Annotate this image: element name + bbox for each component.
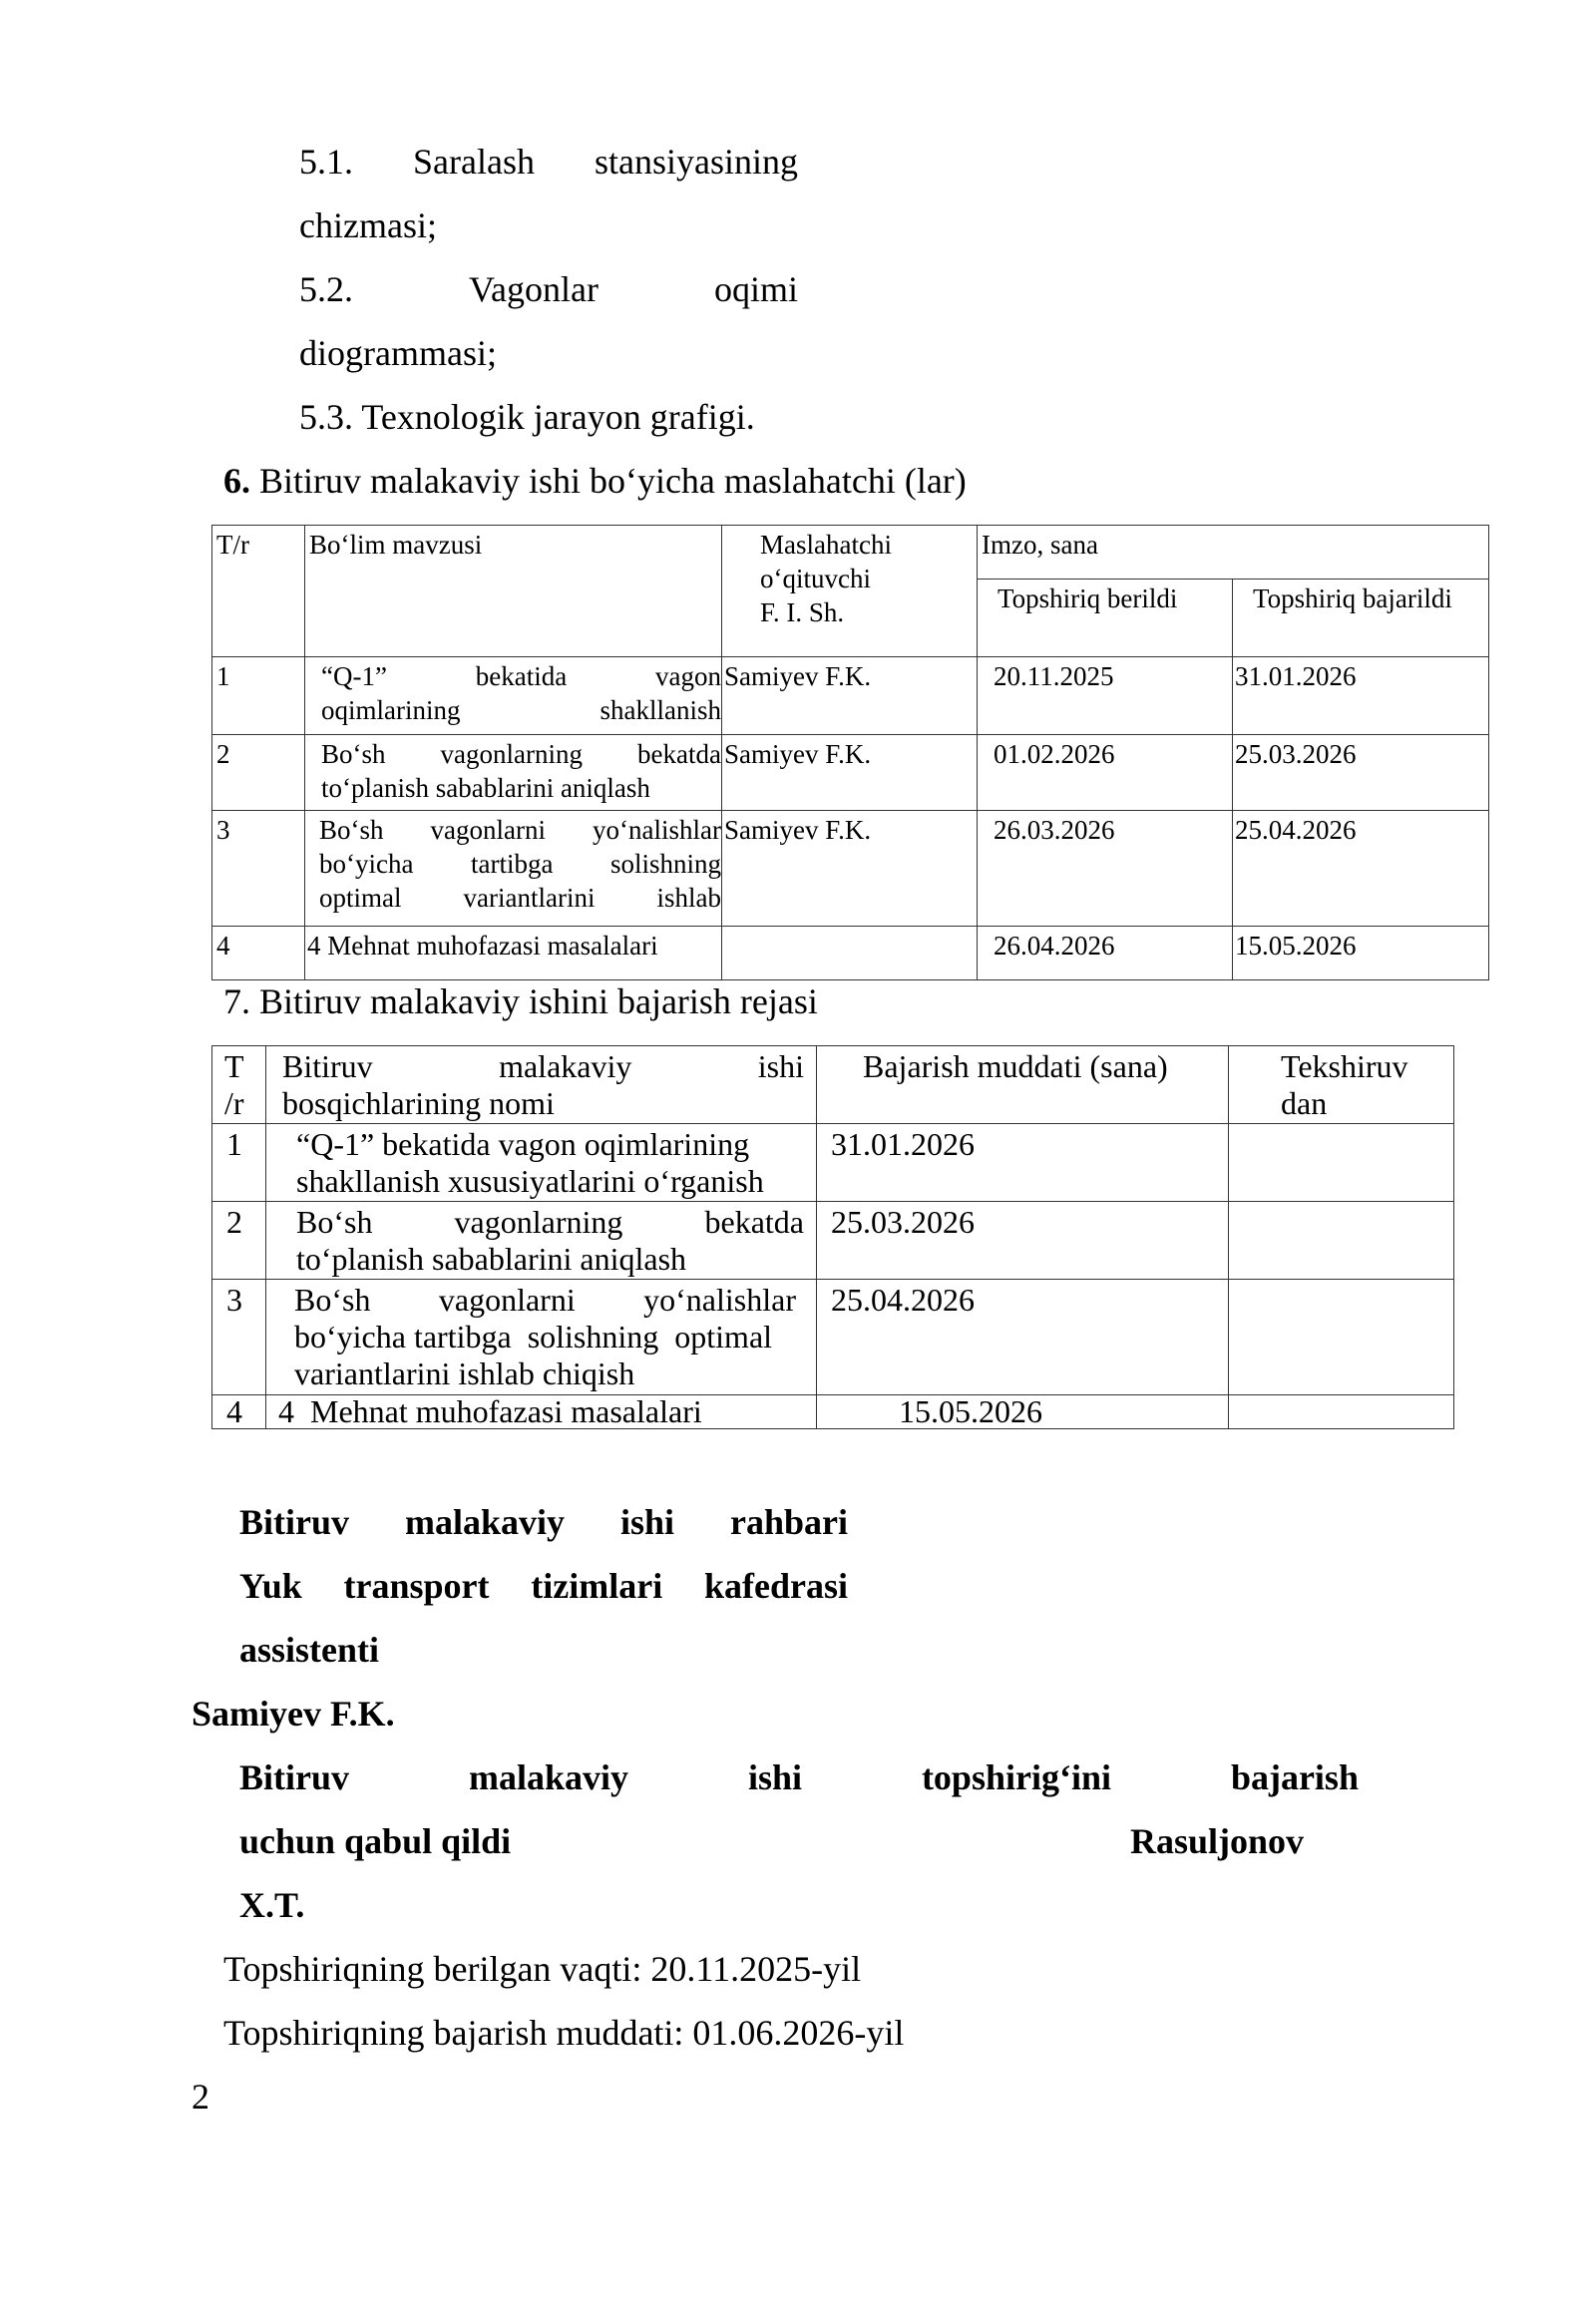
- deadline-date: Topshiriqning bajarish muddati: 01.06.2026-yil: [223, 2013, 905, 2053]
- header-advisor: Maslahatchi o‘qituvchi F. I. Sh.: [722, 526, 978, 657]
- table-row: [212, 1202, 1454, 1280]
- table-row: [212, 657, 1489, 735]
- list-item-5-2: [299, 267, 798, 311]
- row-advisor: [722, 927, 978, 980]
- header-tr: T/r: [212, 526, 305, 657]
- row-stage: “Q-1” bekatida vagon oqimlarining shakllanish xususiyatlarini o‘rganish: [266, 1124, 817, 1202]
- table-header-row: [212, 1046, 1454, 1124]
- student-initials: X.T.: [239, 1885, 305, 1925]
- row-topic: Bo‘sh vagonlarni yo‘nalishlar bo‘yicha tartibga solishning optimal variantlarini ishlab: [305, 811, 722, 927]
- section-7-heading: 7. Bitiruv malakaviy ishini bajarish rejasi: [223, 981, 818, 1021]
- row-date: 25.03.2026: [817, 1202, 1229, 1280]
- header-date: Bajarish muddati (sana): [817, 1046, 1229, 1124]
- row-given: 01.02.2026: [978, 735, 1233, 811]
- given-date: Topshiriqning berilgan vaqti: 20.11.2025-yil: [223, 1949, 862, 1989]
- list-text: oqimi: [713, 269, 798, 309]
- student-surname: Rasuljonov: [1130, 1821, 1305, 1861]
- list-item-5-1: [299, 140, 798, 184]
- table-header-row: [212, 526, 1489, 580]
- row-done: 15.05.2026: [1233, 927, 1489, 980]
- table-row: [212, 735, 1489, 811]
- page-number: 2: [192, 2077, 209, 2117]
- row-topic: Bo‘sh vagonlarning bekatda to‘planish sabablarini aniqlash: [305, 735, 722, 811]
- table-row: [212, 1395, 1454, 1429]
- list-item-5-1-cont: chizmasi;: [299, 205, 437, 245]
- row-done: 25.04.2026: [1233, 811, 1489, 927]
- row-date: 31.01.2026: [817, 1124, 1229, 1202]
- row-check: [1229, 1124, 1454, 1202]
- row-advisor: Samiyev F.K.: [722, 657, 978, 735]
- work-plan-table: [211, 1045, 1454, 1429]
- row-topic: 4 Mehnat muhofazasi masalalari: [305, 927, 722, 980]
- row-number: 4: [212, 927, 305, 980]
- row-topic: “Q-1” bekatida vagon oqimlarining shakllanish: [305, 657, 722, 735]
- row-check: [1229, 1202, 1454, 1280]
- department-line: Yuk transport tizimlari kafedrasi: [239, 1566, 848, 1606]
- row-done: 25.03.2026: [1233, 735, 1489, 811]
- row-given: 26.04.2026: [978, 927, 1233, 980]
- section-number: 6.: [223, 461, 250, 501]
- header-done: Topshiriq bajarildi: [1233, 580, 1489, 657]
- row-number: 2: [212, 735, 305, 811]
- table-row: [212, 1280, 1454, 1395]
- header-stage: Bitiruv malakaviy ishi bosqichlarining nomi: [266, 1046, 817, 1124]
- table-row: [212, 811, 1489, 927]
- row-done: 31.01.2026: [1233, 657, 1489, 735]
- row-number: 3: [212, 1280, 266, 1395]
- row-stage: Bo‘sh vagonlarni yo‘nalishlar bo‘yicha tartibga solishning optimal variantlarini ishlab chiqish: [266, 1280, 817, 1395]
- supervisor-line: Bitiruv malakaviy ishi rahbari: [239, 1502, 848, 1542]
- row-stage: 4 Mehnat muhofazasi masalalari: [266, 1395, 817, 1429]
- row-number: 4: [212, 1395, 266, 1429]
- advisors-table: [211, 525, 1489, 980]
- header-check: Tekshiruv dan: [1229, 1046, 1454, 1124]
- supervisor-name: Samiyev F.K.: [192, 1694, 395, 1734]
- row-number: 3: [212, 811, 305, 927]
- section-6-heading: [223, 459, 967, 503]
- section-title: Bitiruv malakaviy ishi bo‘yicha maslahatchi (lar): [250, 461, 967, 501]
- header-topic: Bo‘lim mavzusi: [305, 526, 722, 657]
- list-number: 5.2.: [299, 269, 353, 309]
- header-tr: T /r: [212, 1046, 266, 1124]
- list-number: 5.1.: [299, 142, 353, 182]
- row-advisor: Samiyev F.K.: [722, 811, 978, 927]
- list-text: stansiyasining: [595, 142, 798, 182]
- row-check: [1229, 1395, 1454, 1429]
- row-number: 1: [212, 1124, 266, 1202]
- row-given: 20.11.2025: [978, 657, 1233, 735]
- accepted-text: uchun qabul qildi: [239, 1821, 512, 1861]
- list-item-5-2-cont: diogrammasi;: [299, 333, 497, 373]
- header-signature: Imzo, sana: [978, 526, 1489, 580]
- row-check: [1229, 1280, 1454, 1395]
- header-given: Topshiriq berildi: [978, 580, 1233, 657]
- list-text: Vagonlar: [469, 269, 598, 309]
- row-stage: Bo‘sh vagonlarning bekatda to‘planish sabablarini aniqlash: [266, 1202, 817, 1280]
- row-date: 25.04.2026: [817, 1280, 1229, 1395]
- row-number: 1: [212, 657, 305, 735]
- row-given: 26.03.2026: [978, 811, 1233, 927]
- list-text: Saralash: [413, 142, 535, 182]
- row-number: 2: [212, 1202, 266, 1280]
- accepted-line: Bitiruv malakaviy ishi topshirig‘ini bajarish: [239, 1757, 1359, 1797]
- list-item-5-3: 5.3. Texnologik jarayon grafigi.: [299, 397, 755, 437]
- assistant-title: assistenti: [239, 1630, 380, 1670]
- row-advisor: Samiyev F.K.: [722, 735, 978, 811]
- table-row: [212, 1124, 1454, 1202]
- table-row: [212, 927, 1489, 980]
- row-date: 15.05.2026: [817, 1395, 1229, 1429]
